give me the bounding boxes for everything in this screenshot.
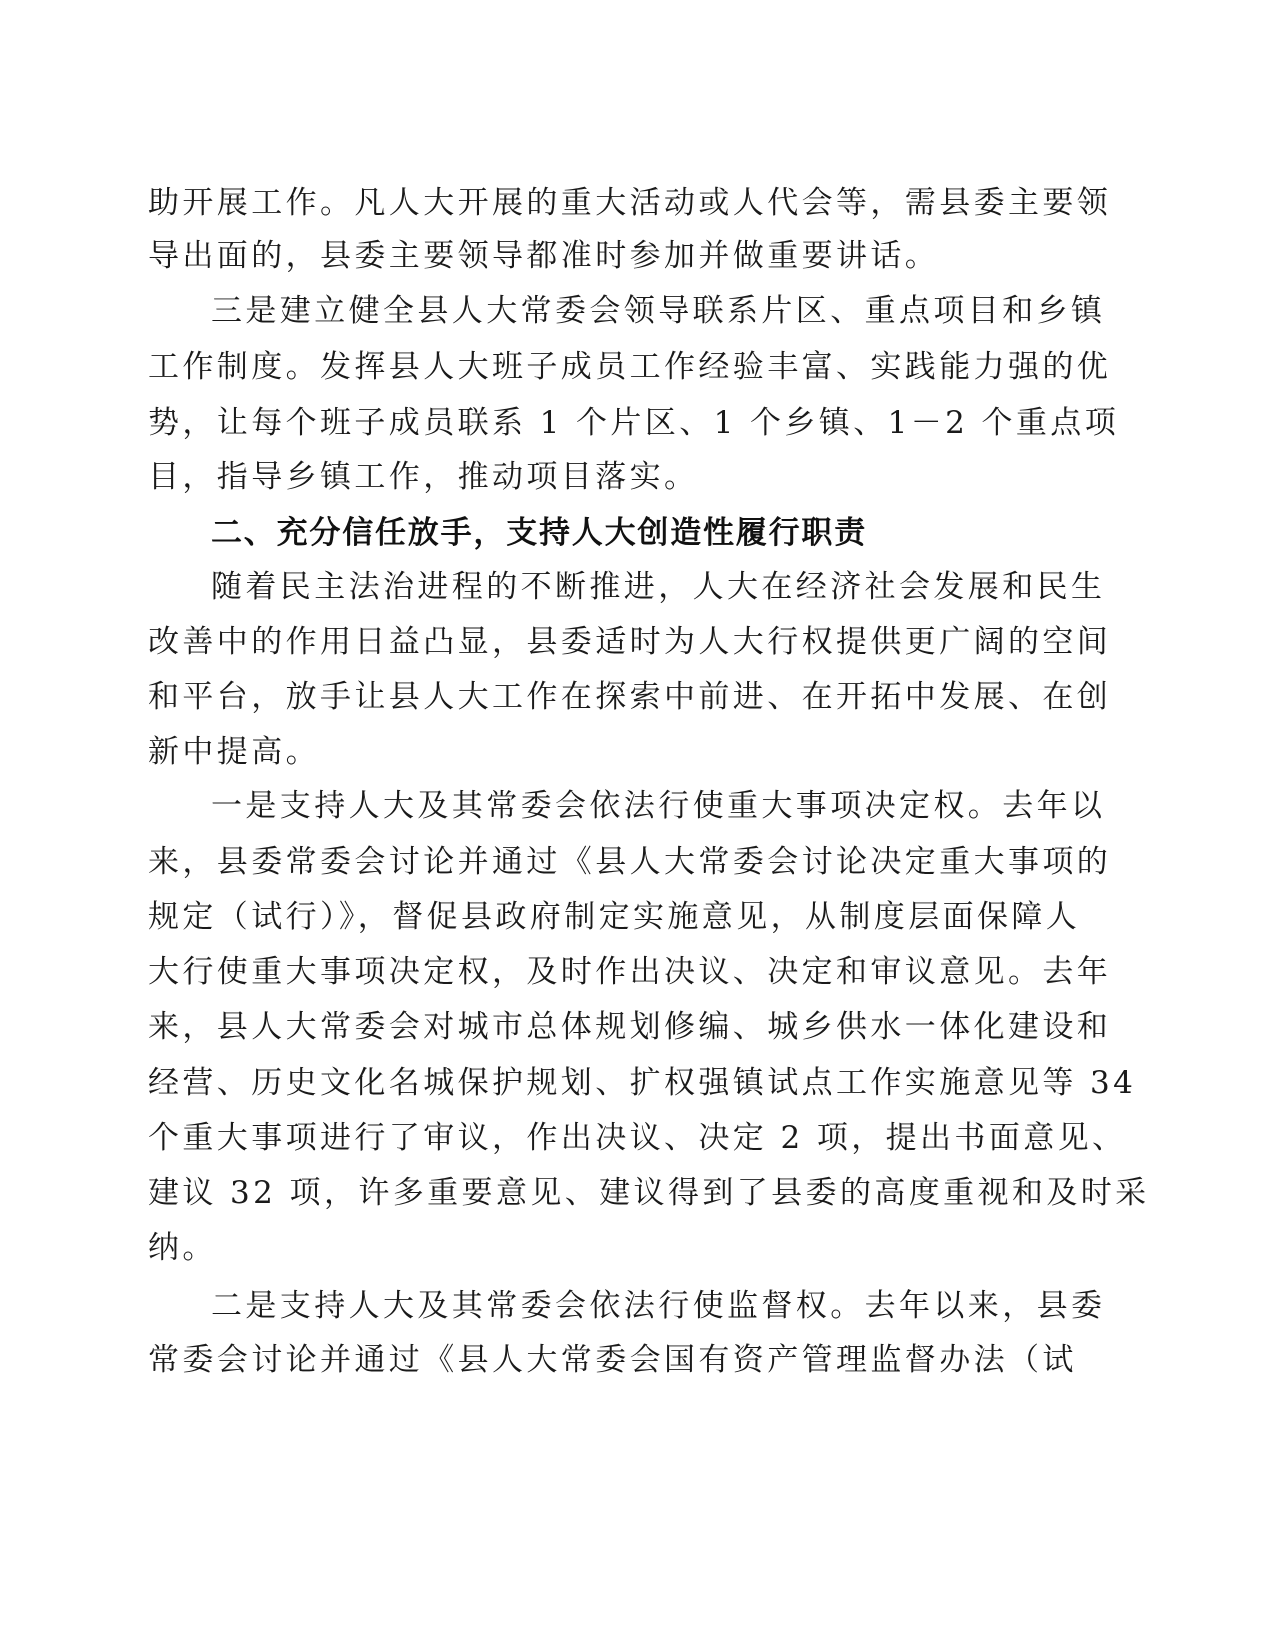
text-line: 规定（试行）》，督促县政府制定实施意见，从制度层面保障人 [148, 899, 1081, 935]
paragraph-start-line: 二是支持人大及其常委会依法行使监督权。去年以来，县委 [211, 1288, 1106, 1324]
text-line: 常委会讨论并通过《县人大常委会国有资产管理监督办法（试 [148, 1342, 1077, 1378]
text-line: 和平台，放手让县人大工作在探索中前进、在开拓中发展、在创 [148, 679, 1112, 715]
text-line: 纳。 [148, 1230, 217, 1266]
text-line: 目，指导乡镇工作，推动项目落实。 [148, 459, 699, 495]
text-line: 导出面的，县委主要领导都准时参加并做重要讲话。 [148, 238, 940, 274]
text-line: 改善中的作用日益凸显，县委适时为人大行权提供更广阔的空间 [148, 624, 1112, 660]
text-line: 来，县人大常委会对城市总体规划修编、城乡供水一体化建设和 [148, 1009, 1112, 1045]
paragraph-start-line: 三是建立健全县人大常委会领导联系片区、重点项目和乡镇 [211, 293, 1106, 329]
text-line: 建议 32 项，许多重要意见、建议得到了县委的高度重视和及时采 [148, 1175, 1150, 1211]
text-line: 经营、历史文化名城保护规划、扩权强镇试点工作实施意见等 34 [148, 1065, 1137, 1101]
text-line: 来，县委常委会讨论并通过《县人大常委会讨论决定重大事项的 [148, 844, 1112, 880]
text-line: 势，让每个班子成员联系 1 个片区、1 个乡镇、1－2 个重点项 [148, 405, 1120, 441]
text-line: 新中提高。 [148, 734, 320, 770]
text-line: 大行使重大事项决定权，及时作出决议、决定和审议意见。去年 [148, 954, 1112, 990]
section-heading: 二、充分信任放手，支持人大创造性履行职责 [211, 515, 867, 551]
text-line: 工作制度。发挥县人大班子成员工作经验丰富、实践能力强的优 [148, 349, 1112, 385]
text-line: 个重大事项进行了审议，作出决议、决定 2 项，提出书面意见、 [148, 1120, 1127, 1156]
paragraph-start-line: 随着民主法治进程的不断推进，人大在经济社会发展和民生 [211, 569, 1106, 605]
paragraph-start-line: 一是支持人大及其常委会依法行使重大事项决定权。去年以 [211, 788, 1106, 824]
text-line: 助开展工作。凡人大开展的重大活动或人代会等，需县委主要领 [148, 185, 1112, 221]
